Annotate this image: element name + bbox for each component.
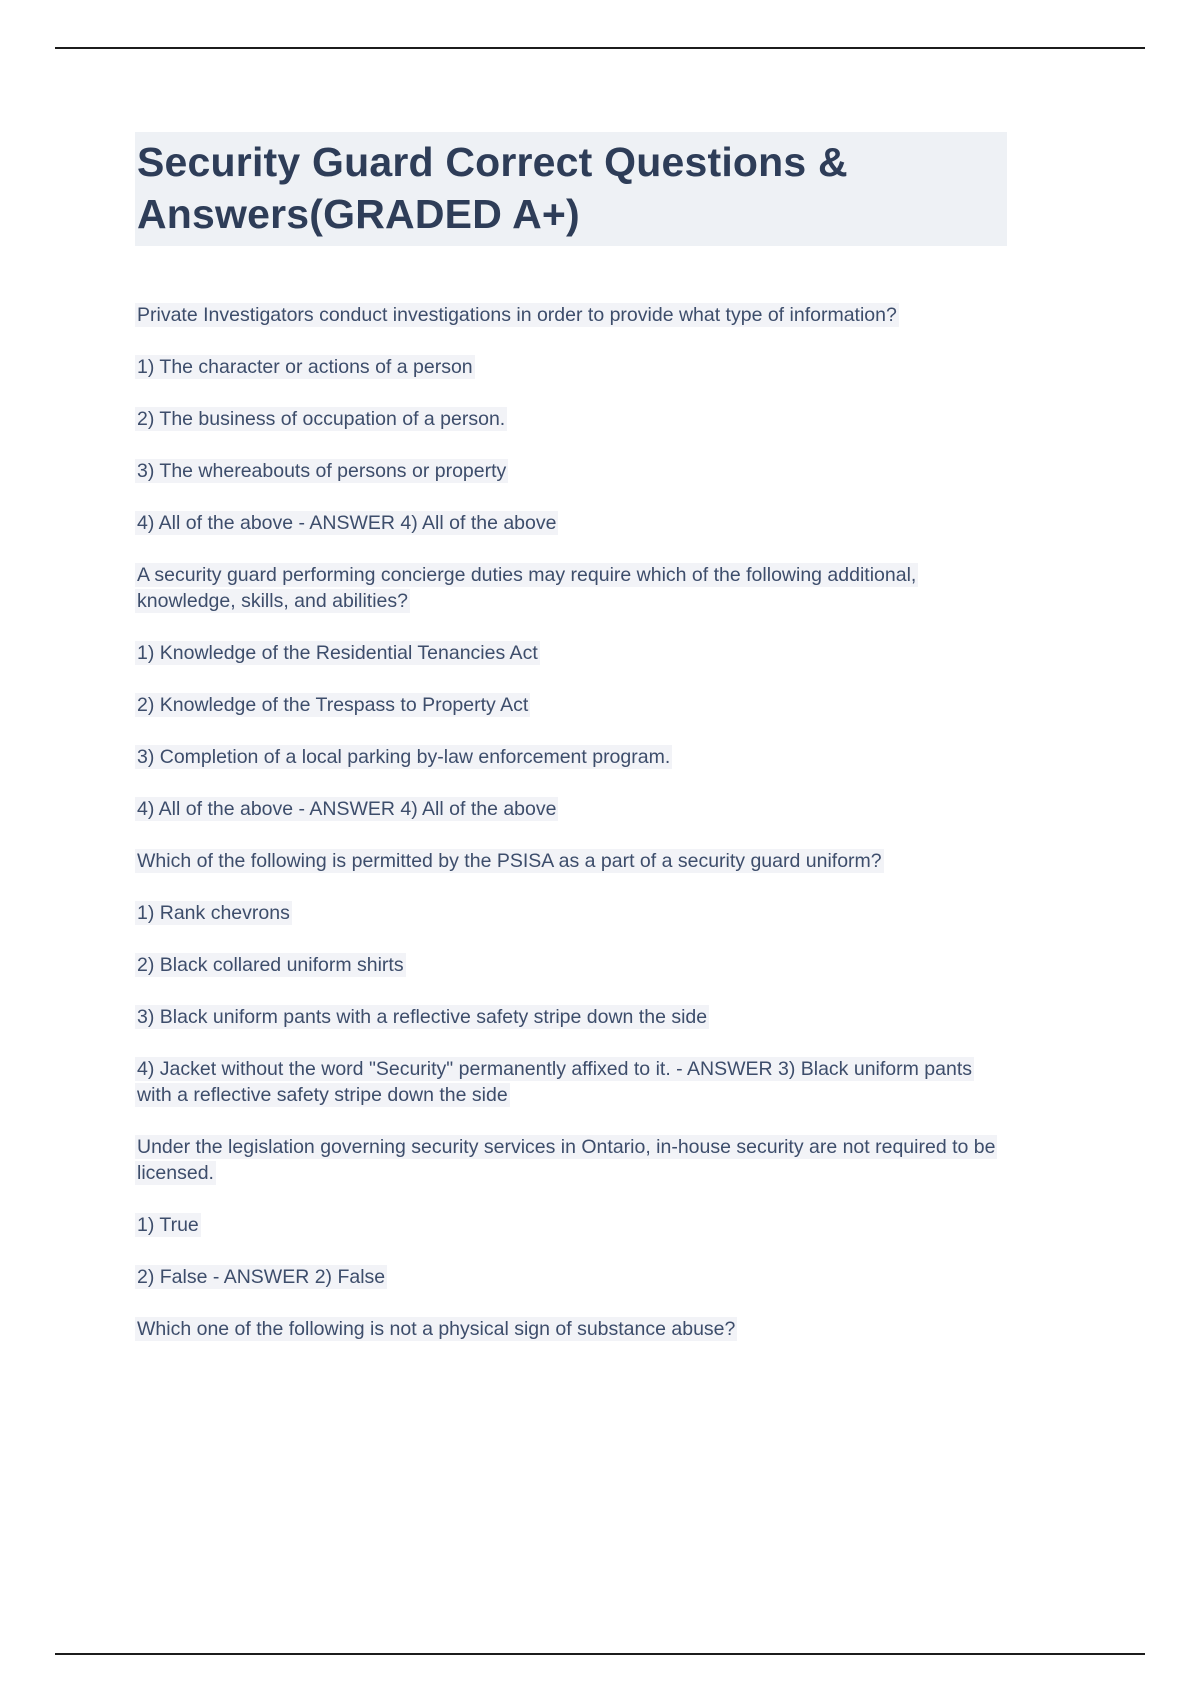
- paragraph-text: A security guard performing concierge duties may require which of the following additional, knowledge, skills, and abilities?: [137, 564, 917, 612]
- paragraph: [135, 1004, 1007, 1030]
- top-rule: [55, 47, 1145, 49]
- paragraph: [135, 354, 1007, 380]
- bottom-rule: [55, 1653, 1145, 1655]
- paragraph: [135, 562, 1007, 614]
- paragraph: [135, 796, 1007, 822]
- paragraph: [135, 510, 1007, 536]
- paragraph-text: 1) Knowledge of the Residential Tenancies Act: [137, 642, 538, 664]
- paragraph-text: Under the legislation governing security services in Ontario, in-house security are not required to be licensed.: [137, 1136, 996, 1184]
- paragraph-text: 1) The character or actions of a person: [137, 356, 473, 378]
- paragraph: [135, 900, 1007, 926]
- paragraph: [135, 1264, 1007, 1290]
- paragraph-text: 1) True: [137, 1214, 199, 1236]
- paragraph-text: 2) Knowledge of the Trespass to Property Act: [137, 694, 529, 716]
- paragraph-text: 1) Rank chevrons: [137, 902, 290, 924]
- paragraph-text: 2) Black collared uniform shirts: [137, 954, 404, 976]
- paragraph: [135, 1316, 1007, 1342]
- paragraph-text: 3) The whereabouts of persons or property: [137, 460, 507, 482]
- paragraph-text: 3) Black uniform pants with a reflective safety stripe down the side: [137, 1006, 708, 1028]
- paragraph: [135, 1212, 1007, 1238]
- page-title: Security Guard Correct Questions & Answers(GRADED A+): [135, 132, 1007, 246]
- paragraph-text: Which one of the following is not a physical sign of substance abuse?: [137, 1318, 736, 1340]
- paragraph-text: Private Investigators conduct investigations in order to provide what type of information?: [137, 304, 897, 326]
- document-content: [135, 132, 1007, 1368]
- paragraph-text: 4) All of the above - ANSWER 4) All of the above: [137, 512, 557, 534]
- paragraph: [135, 1134, 1007, 1186]
- paragraph-text: 2) The business of occupation of a person.: [137, 408, 506, 430]
- paragraph: [135, 848, 1007, 874]
- paragraph-text: 4) Jacket without the word "Security" permanently affixed to it. - ANSWER 3) Black uniform pants with a reflective safety stripe down the side: [137, 1058, 972, 1106]
- paragraph: [135, 640, 1007, 666]
- paragraph: [135, 406, 1007, 432]
- paragraph-text: 4) All of the above - ANSWER 4) All of the above: [137, 798, 557, 820]
- paragraph: [135, 952, 1007, 978]
- document-body: [135, 302, 1007, 1342]
- paragraph-text: Which of the following is permitted by the PSISA as a part of a security guard uniform?: [137, 850, 882, 872]
- paragraph: [135, 302, 1007, 328]
- paragraph: [135, 1056, 1007, 1108]
- paragraph-text: 2) False - ANSWER 2) False: [137, 1266, 386, 1288]
- paragraph: [135, 744, 1007, 770]
- paragraph-text: 3) Completion of a local parking by-law enforcement program.: [137, 746, 671, 768]
- paragraph: [135, 458, 1007, 484]
- paragraph: [135, 692, 1007, 718]
